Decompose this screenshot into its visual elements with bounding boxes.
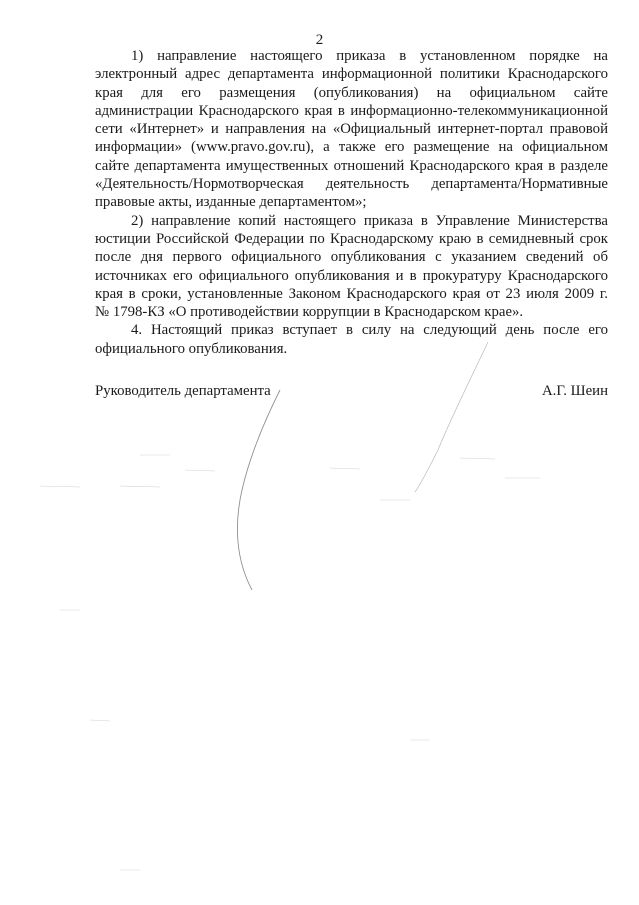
text-line: источниках его официального опубликования и в прокуратуру Краснодарского: [95, 267, 608, 284]
page-number: 2: [315, 32, 324, 48]
text-line: 2) направление копий настоящего приказа в Управление Министерства: [131, 212, 608, 229]
text-line: 1) направление настоящего приказа в установленном порядке на: [131, 48, 608, 64]
document-body: [95, 47, 608, 358]
text-line: края для его размещения (опубликования) на официальном сайте: [95, 84, 608, 101]
signatory-title: Руководитель департамента: [95, 383, 271, 399]
paragraph-ministry-copies: [95, 212, 608, 322]
text-line: администрации Краснодарского края в информационно-телекоммуникационной: [95, 102, 608, 119]
text-line: юстиции Российской Федерации по Краснодарскому краю в семидневный срок: [95, 230, 608, 247]
text-line: сайте департамента имущественных отношений Краснодарского края в разделе: [95, 157, 608, 174]
text-line: после дня первого официального опубликования с указанием сведений об: [95, 249, 608, 266]
text-line: правовые акты, изданные департаментом»;: [95, 194, 367, 211]
text-line: официального опубликования.: [95, 340, 288, 357]
paragraph-entry-into-force: [95, 321, 608, 358]
text-line: края в сроки, установленные Законом Краснодарского края от 23 июля 2009 г.: [95, 285, 608, 302]
text-line: сети «Интернет» и направления на «Официальный интернет-портал правовой: [95, 121, 608, 138]
text-line: информации» (www.pravo.gov.ru), а также его размещение на официальном: [95, 139, 608, 156]
paragraph-publication: [95, 47, 608, 212]
text-line: «Деятельность/Нормотворческая деятельность департамента/Нормативные: [95, 176, 608, 193]
text-line: 4. Настоящий приказ вступает в силу на следующий день после его: [131, 322, 608, 339]
text-line: электронный адрес департамента информационной политики Краснодарского: [95, 66, 608, 83]
signatory-name: А.Г. Шеин: [541, 383, 608, 399]
text-line: № 1798-КЗ «О противодействии коррупции в Краснодарском крае».: [95, 304, 524, 321]
